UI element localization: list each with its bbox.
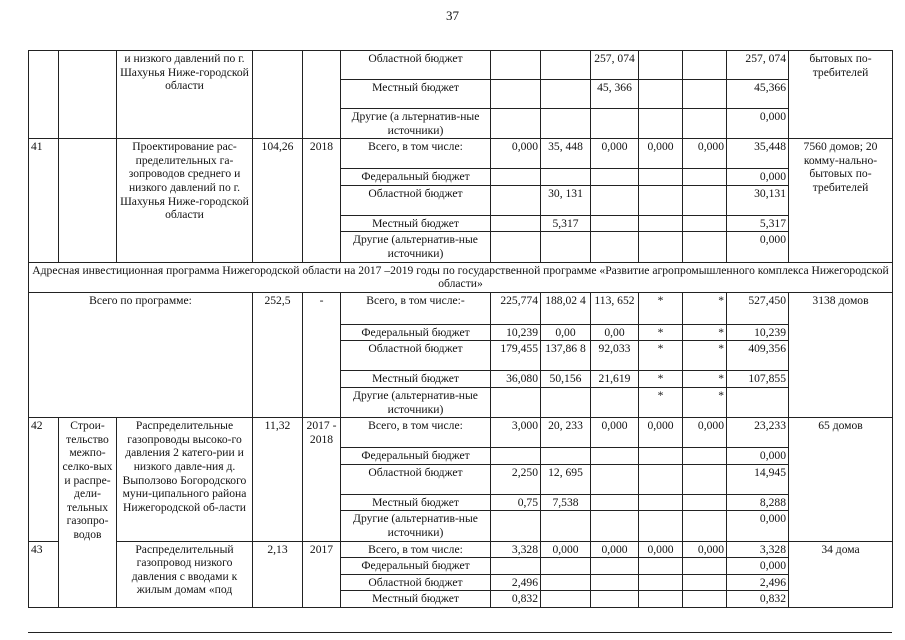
value-v2021: [683, 448, 727, 465]
year: 2017 - 2018: [303, 418, 341, 541]
value-v2019: [591, 185, 639, 215]
value-v2019: [591, 464, 639, 494]
value-v2017: [491, 185, 541, 215]
category: [59, 51, 117, 139]
investment-table: [28, 50, 893, 608]
value-v2020: *: [639, 387, 683, 417]
value-v2017: 36,080: [491, 371, 541, 388]
value-v2019: 257, 074: [591, 51, 639, 80]
value-v2020: [639, 494, 683, 511]
funding-source: Всего, в том числе:-: [341, 292, 491, 324]
funding-source: Всего, в том числе:: [341, 418, 491, 448]
year: 2017: [303, 541, 341, 607]
item-number: 43: [29, 541, 59, 607]
value-v2018: 5,317: [541, 215, 591, 232]
table-row: [29, 292, 893, 324]
value-v2021: [683, 511, 727, 541]
value-v2021: *: [683, 371, 727, 388]
value-total: [727, 387, 789, 417]
value-v2018: 0,000: [541, 541, 591, 558]
value-v2017: [491, 511, 541, 541]
value-v2019: 0,000: [591, 418, 639, 448]
value-total: 14,945: [727, 464, 789, 494]
value-total: 0,000: [727, 232, 789, 262]
value-v2021: [683, 574, 727, 591]
value-v2019: [591, 591, 639, 608]
beneficiaries: 3138 домов: [789, 292, 893, 417]
value-v2020: [639, 51, 683, 80]
value-total: 23,233: [727, 418, 789, 448]
value-v2019: 21,619: [591, 371, 639, 388]
value-v2019: [591, 448, 639, 465]
funding-source: Федеральный бюджет: [341, 169, 491, 186]
value-v2020: 0,000: [639, 139, 683, 169]
value-v2019: [591, 511, 639, 541]
year: -: [303, 292, 341, 417]
value-v2018: [541, 558, 591, 575]
value-v2017: [491, 215, 541, 232]
funding-source: Областной бюджет: [341, 185, 491, 215]
funding-source: Федеральный бюджет: [341, 448, 491, 465]
value-v2020: *: [639, 371, 683, 388]
value-v2020: [639, 232, 683, 262]
value-total: 35,448: [727, 139, 789, 169]
funding-source: Областной бюджет: [341, 341, 491, 371]
funding-source: Местный бюджет: [341, 371, 491, 388]
length: [253, 51, 303, 139]
value-v2019: [591, 232, 639, 262]
value-v2017: [491, 169, 541, 186]
table-row: [29, 51, 893, 80]
value-v2017: 0,000: [491, 139, 541, 169]
table-row: [29, 418, 893, 448]
object-name: и низкого давлений по г. Шахунья Ниже-городской области: [117, 51, 253, 139]
funding-source: Местный бюджет: [341, 494, 491, 511]
value-v2021: *: [683, 292, 727, 324]
value-total: 3,328: [727, 541, 789, 558]
value-v2017: [491, 109, 541, 139]
value-v2019: 0,000: [591, 139, 639, 169]
value-v2019: [591, 169, 639, 186]
value-v2020: *: [639, 324, 683, 341]
value-v2020: *: [639, 341, 683, 371]
item-number: 41: [29, 139, 59, 262]
section-header-row: [29, 262, 893, 292]
value-v2021: 0,000: [683, 139, 727, 169]
value-v2020: [639, 511, 683, 541]
value-v2020: 0,000: [639, 541, 683, 558]
beneficiaries: 7560 домов; 20 комму-нально-бытовых по-требителей: [789, 139, 893, 262]
value-v2020: 0,000: [639, 418, 683, 448]
funding-source: Другие (а льтернатив-ные источники): [341, 109, 491, 139]
page-number: 37: [446, 8, 459, 23]
value-v2017: [491, 232, 541, 262]
table-row: [29, 139, 893, 169]
total-label: Всего по программе:: [29, 292, 253, 417]
value-v2018: [541, 387, 591, 417]
value-v2020: [639, 215, 683, 232]
value-v2021: *: [683, 387, 727, 417]
value-total: 527,450: [727, 292, 789, 324]
value-v2017: 179,455: [491, 341, 541, 371]
value-total: 45,366: [727, 80, 789, 109]
value-v2017: 0,832: [491, 591, 541, 608]
value-v2018: [541, 232, 591, 262]
value-v2020: [639, 109, 683, 139]
value-v2018: [541, 511, 591, 541]
value-v2019: [591, 387, 639, 417]
value-v2019: [591, 215, 639, 232]
object-name: Распределительные газопроводы высоко-го давления 2 катего-рии и низкого давле-ния д. Выползово Богородского муни-ципального района Нижегородской об-ласти: [117, 418, 253, 541]
value-v2020: [639, 464, 683, 494]
value-v2020: *: [639, 292, 683, 324]
funding-source: Местный бюджет: [341, 215, 491, 232]
funding-source: Другие (альтернатив-ные источники): [341, 232, 491, 262]
funding-source: Областной бюджет: [341, 464, 491, 494]
beneficiaries: 65 домов: [789, 418, 893, 541]
value-v2019: [591, 109, 639, 139]
value-v2019: [591, 558, 639, 575]
funding-source: Федеральный бюджет: [341, 324, 491, 341]
value-v2020: [639, 448, 683, 465]
funding-source: Всего, в том числе:: [341, 139, 491, 169]
value-v2021: 0,000: [683, 418, 727, 448]
value-total: 5,317: [727, 215, 789, 232]
value-v2017: [491, 51, 541, 80]
value-v2021: *: [683, 324, 727, 341]
value-v2020: [639, 80, 683, 109]
value-v2018: [541, 80, 591, 109]
value-v2019: [591, 494, 639, 511]
year: 2018: [303, 139, 341, 262]
value-v2021: [683, 464, 727, 494]
object-name: Распределительный газопровод низкого давления с вводами к жилым домам «под: [117, 541, 253, 607]
value-v2020: [639, 574, 683, 591]
value-v2017: [491, 448, 541, 465]
value-v2017: 0,75: [491, 494, 541, 511]
length: 252,5: [253, 292, 303, 417]
value-v2021: [683, 558, 727, 575]
value-total: 0,000: [727, 109, 789, 139]
length: 11,32: [253, 418, 303, 541]
value-v2019: 92,033: [591, 341, 639, 371]
value-v2019: 0,00: [591, 324, 639, 341]
value-v2018: 0,00: [541, 324, 591, 341]
length: 2,13: [253, 541, 303, 607]
length: 104,26: [253, 139, 303, 262]
value-v2017: 2,496: [491, 574, 541, 591]
category: [59, 139, 117, 262]
value-v2021: [683, 232, 727, 262]
value-v2018: [541, 448, 591, 465]
value-v2017: 10,239: [491, 324, 541, 341]
value-total: 30,131: [727, 185, 789, 215]
page-bottom-edge: [28, 632, 892, 633]
value-v2020: [639, 185, 683, 215]
funding-source: Всего, в том числе:: [341, 541, 491, 558]
value-v2021: [683, 51, 727, 80]
value-v2018: 188,02 4: [541, 292, 591, 324]
value-v2021: [683, 591, 727, 608]
value-v2019: 0,000: [591, 541, 639, 558]
value-v2017: 3,328: [491, 541, 541, 558]
funding-source: Областной бюджет: [341, 51, 491, 80]
value-v2017: [491, 558, 541, 575]
value-v2021: [683, 185, 727, 215]
value-v2017: [491, 80, 541, 109]
value-v2018: 12, 695: [541, 464, 591, 494]
table-row: [29, 541, 893, 558]
beneficiaries: 34 дома: [789, 541, 893, 607]
value-v2018: 50,156: [541, 371, 591, 388]
item-number: [29, 51, 59, 139]
value-v2021: [683, 109, 727, 139]
value-total: 0,000: [727, 511, 789, 541]
value-v2021: [683, 80, 727, 109]
funding-source: Местный бюджет: [341, 591, 491, 608]
value-total: 0,000: [727, 169, 789, 186]
funding-source: Областной бюджет: [341, 574, 491, 591]
value-v2018: 7,538: [541, 494, 591, 511]
funding-source: Федеральный бюджет: [341, 558, 491, 575]
value-v2020: [639, 169, 683, 186]
value-v2019: 113, 652: [591, 292, 639, 324]
value-v2020: [639, 591, 683, 608]
value-total: 0,832: [727, 591, 789, 608]
value-v2018: [541, 51, 591, 80]
funding-source: Другие (альтернатив-ные источники): [341, 387, 491, 417]
value-total: 0,000: [727, 558, 789, 575]
value-v2020: [639, 558, 683, 575]
value-v2021: 0,000: [683, 541, 727, 558]
funding-source: Другие (альтернатив-ные источники): [341, 511, 491, 541]
funding-source: Местный бюджет: [341, 80, 491, 109]
value-v2018: [541, 109, 591, 139]
value-v2019: [591, 574, 639, 591]
value-v2017: 225,774: [491, 292, 541, 324]
year: [303, 51, 341, 139]
value-v2018: [541, 169, 591, 186]
value-total: 8,288: [727, 494, 789, 511]
value-v2018: 20, 233: [541, 418, 591, 448]
value-total: 10,239: [727, 324, 789, 341]
value-v2017: 2,250: [491, 464, 541, 494]
value-total: 0,000: [727, 448, 789, 465]
value-v2019: 45, 366: [591, 80, 639, 109]
value-v2017: 3,000: [491, 418, 541, 448]
value-v2018: 30, 131: [541, 185, 591, 215]
item-number: 42: [29, 418, 59, 541]
value-v2021: [683, 215, 727, 232]
value-v2018: [541, 574, 591, 591]
value-v2021: [683, 169, 727, 186]
value-v2018: 137,86 8: [541, 341, 591, 371]
value-total: 257, 074: [727, 51, 789, 80]
object-name: Проектирование рас-пределительных га-зопроводов среднего и низкого давлений по г. Шахунья Ниже-городской области: [117, 139, 253, 262]
group-label: Строи-тельство межпо-селко-вых и распре-дели-тельных газопро-водов: [59, 418, 117, 608]
value-v2017: [491, 387, 541, 417]
value-v2018: [541, 591, 591, 608]
value-v2018: 35, 448: [541, 139, 591, 169]
section-header: Адресная инвестиционная программа Нижегородской области на 2017 –2019 годы по государственной программе «Развитие агропромышленного комплекса Нижегородской области»: [29, 262, 893, 292]
value-total: 409,356: [727, 341, 789, 371]
value-total: 2,496: [727, 574, 789, 591]
value-v2021: *: [683, 341, 727, 371]
beneficiaries: бытовых по-требителей: [789, 51, 893, 139]
value-total: 107,855: [727, 371, 789, 388]
value-v2021: [683, 494, 727, 511]
